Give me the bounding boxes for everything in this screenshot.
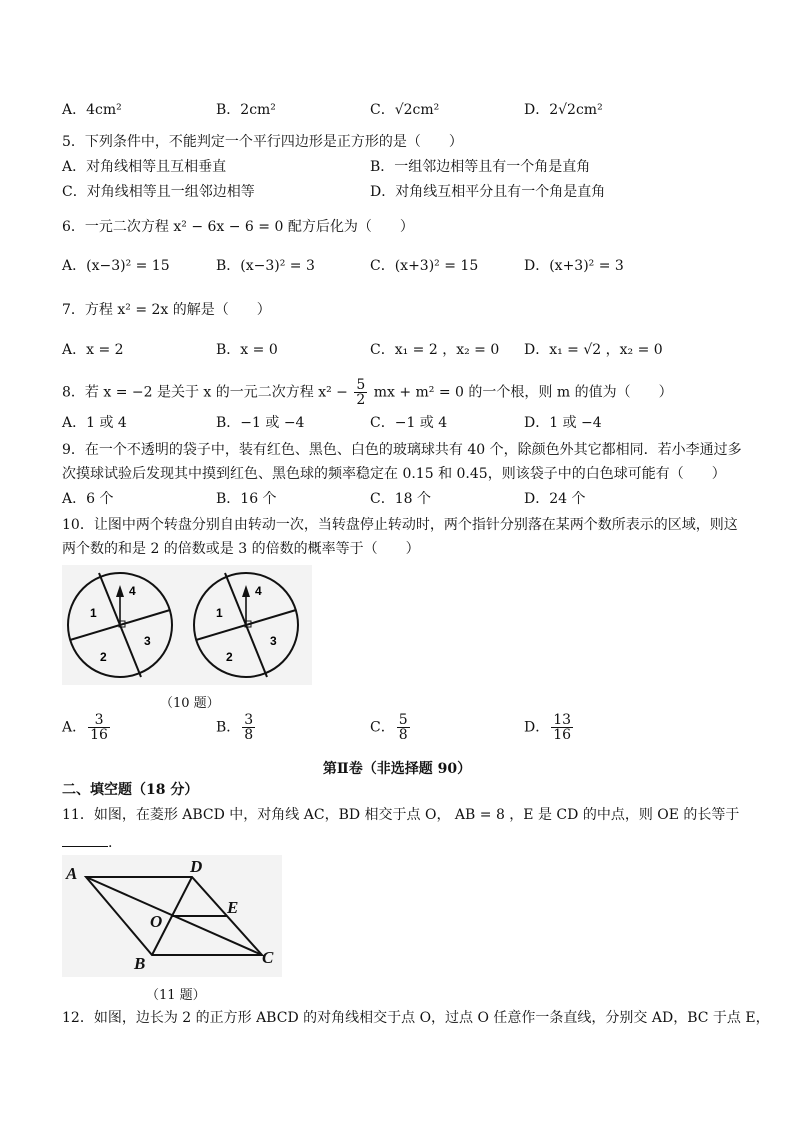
q4-option-c[interactable]: C．√2cm² <box>370 102 440 118</box>
q10-option-a-label: A． <box>62 719 87 736</box>
q10-option-b-den: 8 <box>244 727 254 743</box>
rhombus-figure <box>62 855 282 977</box>
q5-option-c[interactable]: C．对角线相等且一组邻边相等 <box>62 184 255 200</box>
q10-option-c-fraction <box>397 713 410 742</box>
q6-option-c[interactable]: C．(x+3)² = 15 <box>370 258 479 274</box>
q11-answer-blank[interactable] <box>62 832 108 847</box>
point-o-label: O <box>150 912 163 931</box>
point-e-label: E <box>227 898 239 917</box>
q6-option-d[interactable]: D．(x+3)² = 3 <box>524 258 624 274</box>
point-c-label: C <box>262 948 274 967</box>
q6-stem: 6．一元二次方程 x² − 6x − 6 = 0 配方后化为（ ） <box>62 219 414 235</box>
q10-line-1: 10．让图中两个转盘分别自由转动一次，当转盘停止转动时，两个指针分别落在某两个数所表示的区域，则这 <box>62 517 738 533</box>
q10-line-2: 两个数的和是 2 的倍数或是 3 的倍数的概率等于（ ） <box>62 541 420 557</box>
spinner-1-label-3: 3 <box>144 634 151 648</box>
q7-option-a[interactable]: A．x = 2 <box>62 342 124 358</box>
q8-stem <box>62 378 673 407</box>
q10-option-c-num: 5 <box>398 712 408 728</box>
spinner-2-label-1: 1 <box>216 606 223 620</box>
q10-option-d[interactable] <box>524 713 575 742</box>
q7-option-b[interactable]: B．x = 0 <box>216 342 278 358</box>
q10-option-d-den: 16 <box>553 727 572 743</box>
q9-option-d[interactable]: D．24 个 <box>524 491 586 507</box>
q12-line-1: 12．如图，边长为 2 的正方形 ABCD 的对角线相交于点 O，过点 O 任意作一条直线，分别交 AD，BC 于点 E， <box>62 1010 770 1026</box>
q8-stem-after: mx + m² = 0 的一个根，则 m 的值为（ ） <box>373 384 673 401</box>
q10-option-c-label: C． <box>370 719 395 736</box>
q10-option-c[interactable] <box>370 713 412 742</box>
q10-option-c-den: 8 <box>398 727 408 743</box>
q10-option-d-num: 13 <box>553 712 572 728</box>
q4-option-d[interactable]: D．2√2cm² <box>524 102 603 118</box>
q8-option-c[interactable]: C．−1 或 4 <box>370 415 448 431</box>
q8-frac-num: 5 <box>356 377 366 393</box>
q9-option-c[interactable]: C．18 个 <box>370 491 431 507</box>
point-a-label: A <box>66 864 78 883</box>
q10-option-b-label: B． <box>216 719 241 736</box>
q10-option-a-den: 16 <box>90 727 108 743</box>
spinner-1-label-4: 4 <box>129 584 136 598</box>
q9-option-a[interactable]: A．6 个 <box>62 491 114 507</box>
q6-option-a[interactable]: A．(x−3)² = 15 <box>62 258 170 274</box>
spinner-1-label-1: 1 <box>90 606 97 620</box>
q10-figure-caption: （10 题） <box>160 696 220 711</box>
spinner-1-label-2: 2 <box>100 650 107 664</box>
q7-option-d[interactable]: D．x₁ = √2 ，x₂ = 0 <box>524 342 663 358</box>
spinner-2-label-3: 3 <box>270 634 277 648</box>
q11-line-1: 11．如图，在菱形 ABCD 中，对角线 AC，BD 相交于点 O， AB = 8 ，E 是 CD 的中点，则 OE 的长等于 <box>62 807 740 823</box>
q7-stem: 7．方程 x² = 2x 的解是（ ） <box>62 302 271 318</box>
q8-stem-before: 8．若 x = −2 是关于 x 的一元二次方程 x² − <box>62 384 348 401</box>
spinner-2-label-4: 4 <box>255 584 262 598</box>
q7-option-c[interactable]: C．x₁ = 2 ，x₂ = 0 <box>370 342 500 358</box>
q10-option-d-fraction <box>551 713 573 742</box>
q10-option-a-fraction <box>88 713 110 742</box>
q5-option-b[interactable]: B．一组邻边相等且有一个角是直角 <box>370 159 591 175</box>
part-2-title: 第Ⅱ卷（非选择题 90） <box>322 761 472 777</box>
q10-option-b-num: 3 <box>244 712 254 728</box>
spinner-figure <box>62 565 312 685</box>
q8-option-a[interactable]: A．1 或 4 <box>62 415 127 431</box>
q4-option-a[interactable]: A．4cm² <box>62 102 122 118</box>
q5-stem: 5．下列条件中，不能判定一个平行四边形是正方形的是（ ） <box>62 134 463 150</box>
figure-background <box>62 565 312 685</box>
point-d-label: D <box>190 857 203 876</box>
q8-option-b[interactable]: B．−1 或 −4 <box>216 415 305 431</box>
q8-fraction <box>354 378 367 407</box>
q11-line-2 <box>62 832 112 852</box>
q11-figure-caption: （11 题） <box>146 988 206 1003</box>
section-2-title: 二、填空题（18 分） <box>62 782 199 798</box>
q10-option-b-fraction <box>242 713 255 742</box>
q10-option-a-num: 3 <box>88 713 110 728</box>
q5-option-d[interactable]: D．对角线互相平分且有一个角是直角 <box>370 184 606 200</box>
q9-line-2: 次摸球试验后发现其中摸到红色、黑色球的频率稳定在 0.15 和 0.45，则该袋子中的白色球可能有（ ） <box>62 466 726 482</box>
q10-option-b[interactable] <box>216 713 257 742</box>
point-b-label: B <box>134 954 146 973</box>
q8-frac-den: 2 <box>356 392 366 408</box>
q10-option-d-label: D． <box>524 719 550 736</box>
q11-line-2-end: . <box>108 835 113 851</box>
spinner-2-label-2: 2 <box>226 650 233 664</box>
q9-option-b[interactable]: B．16 个 <box>216 491 277 507</box>
q6-option-b[interactable]: B．(x−3)² = 3 <box>216 258 315 274</box>
q8-option-d[interactable]: D．1 或 −4 <box>524 415 602 431</box>
q9-line-1: 9．在一个不透明的袋子中，装有红色、黑色、白色的玻璃球共有 40 个，除颜色外其它都相同．若小李通过多 <box>62 442 742 458</box>
q5-option-a[interactable]: A．对角线相等且互相垂直 <box>62 159 227 175</box>
q4-option-b[interactable]: B．2cm² <box>216 102 276 118</box>
q10-option-a[interactable] <box>62 713 112 742</box>
